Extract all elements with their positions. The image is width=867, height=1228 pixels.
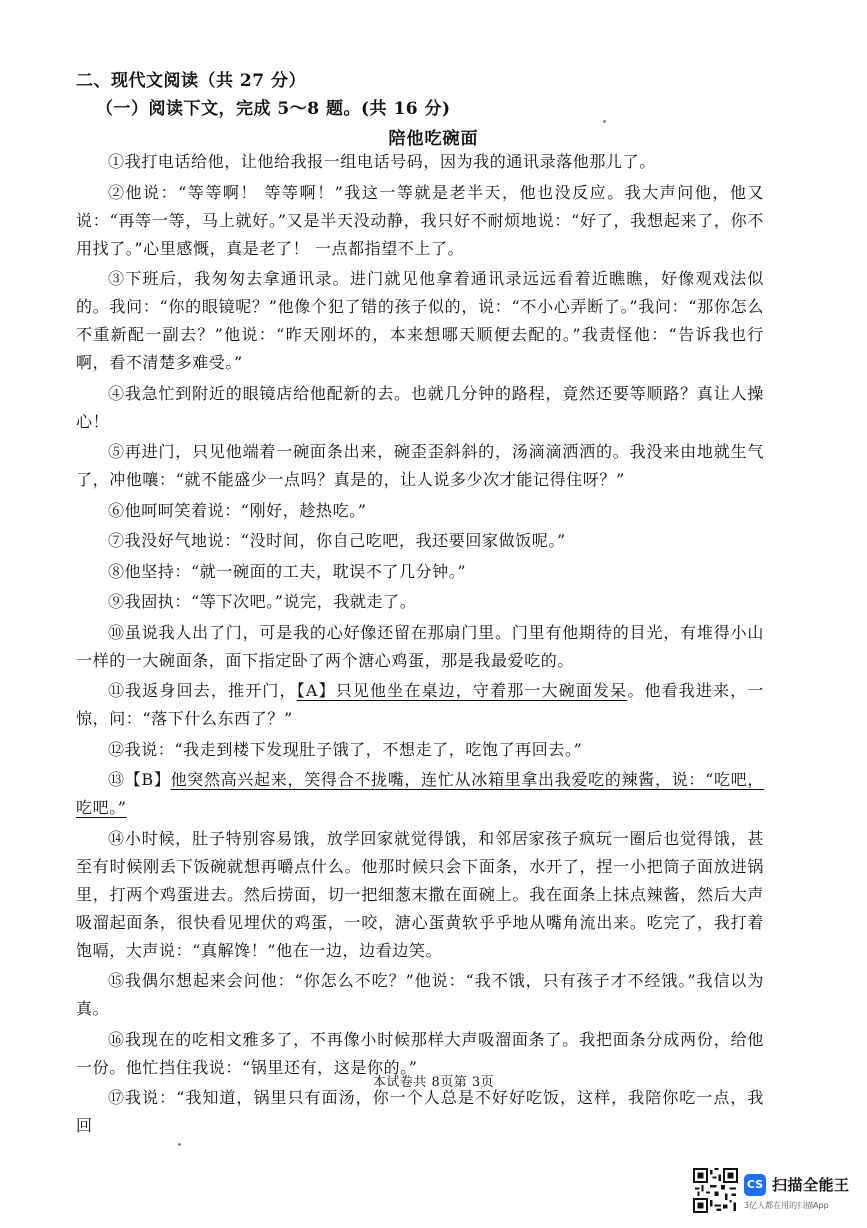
paragraph-3: ③下班后，我匆匆去拿通讯录。进门就见他拿着通讯录远远看着近瞧瞧，好像观戏法似的。我问：“你的眼镜呢？”他像个犯了错的孩子似的，说：“不小心弄断了。”我问：“那你怎么不重新配一副去？”他说：“昨天刚坏的，本来想哪天顺便去配的。”我责怪他：“告诉我也行啊，看不清楚多难受。” <box>76 269 764 372</box>
paragraph-2: ②他说：“等等啊！ 等等啊！”我这一等就是老半天，他也没反应。我大声问他，他又说：“再等一等，马上就好。”又是半天没动静，我只好不耐烦地说：“好了，我想起来了，你不用找了。”心里感慨，真是老了！ 一点都指望不上了。 <box>76 182 764 258</box>
paragraph-13 <box>76 766 764 822</box>
camscanner-app-name: 扫描全能王 <box>772 1176 850 1194</box>
paragraph-10: ⑩虽说我人出了门，可是我的心好像还留在那扇门里。门里有他期待的目光，有堆得小山一样的一大碗面条，面下指定卧了两个溏心鸡蛋，那是我最爱吃的。 <box>76 622 764 670</box>
paragraph-9: ⑨我固执：“等下次吧。”说完，我就走了。 <box>108 592 417 611</box>
paragraph-6: ⑥他呵呵笑着说：“刚好，趁热吃。” <box>108 500 367 520</box>
article-body <box>76 148 764 1143</box>
camscanner-tagline: 3亿人都在用的扫描App <box>744 1201 829 1210</box>
scan-speck <box>603 120 606 123</box>
paragraph-13-lead: ⑬【B】 <box>108 770 171 789</box>
paragraph-11-lead: ⑪我返身回去，推开门， <box>108 681 297 700</box>
paragraph-7: ⑦我没好气地说：“没时间，你自己吃吧，我还要回家做饭呢。” <box>108 531 566 550</box>
underlined-sentence-b: 他突然高兴起来，笑得合不拢嘴，连忙从冰箱里拿出我爱吃的辣酱，说：“吃吧，吃吧。” <box>76 770 764 817</box>
paragraph-17: ⑰我说：“我知道，锅里只有面汤，你一个人总是不好好吃饭，这样，我陪你吃一点，我回 <box>76 1088 764 1135</box>
paragraph-4: ④我急忙到附近的眼镜店给他配新的去。也就几分钟的路程，竟然还要等顺路？真让人操心！ <box>76 383 764 431</box>
article-title: 陪他吃碗面 <box>388 129 479 149</box>
scan-speck <box>178 1143 181 1146</box>
paragraph-5: ⑤再进门，只见他端着一碗面条出来，碗歪歪斜斜的，汤滴滴洒洒的。我没来由地就生气了，冲他嚷：“就不能盛少一点吗？真是的，让人说多少次才能记得住呀？” <box>76 442 764 489</box>
paragraph-11-rest: 。他看我进来，一惊，问：“落下什么东西了？” <box>76 681 764 728</box>
underlined-sentence-a: 【A】只见他坐在桌边，守着那一大碗面发呆 <box>296 681 628 700</box>
paragraph-16: ⑯我现在的吃相文雅多了，不再像小时候那样大声吸溜面条了。我把面条分成两份，给他一份。他忙挡住我说：“锅里还有，这是你的。” <box>76 1029 764 1077</box>
paragraph-12: ⑫我说：“我走到楼下发现肚子饿了，不想走了，吃饱了再回去。” <box>108 739 583 759</box>
subsection-heading: （一）阅读下文，完成 5～8 题。(共 16 分) <box>96 99 451 119</box>
paragraph-8: ⑧他坚持：“就一碗面的工夫，耽误不了几分钟。” <box>108 561 467 581</box>
paragraph-15: ⑮我偶尔想起来会问他：“你怎么不吃？”他说：“我不饿，只有孩子才不经饿。”我信以为真。 <box>76 971 764 1018</box>
qr-code-icon <box>693 1168 738 1213</box>
section-heading: 二、现代文阅读（共 27 分） <box>76 71 306 91</box>
paragraph-14: ⑭小时候，肚子特别容易饿，放学回家就觉得饿，和邻居家孩子疯玩一圈后也觉得饿，甚至有时候刚丢下饭碗就想再嚼点什么。他那时候只会下面条，水开了，捏一小把筒子面放进锅里，打两个鸡蛋进去。然后捞面，切一把细葱末撒在面碗上。我在面条上抹点辣酱，然后大声吸溜起面条，很快看见埋伏的鸡蛋，一咬，溏心蛋黄软乎乎地从嘴角流出来。吃完了，我打着饱嗝，大声说：“真解馋！”他在一边，边看边笑。 <box>76 828 764 960</box>
camscanner-logo: CS <box>744 1174 766 1196</box>
page-footer: 本试卷共 8页第 3页 <box>372 1075 495 1090</box>
paragraph-11 <box>76 677 764 733</box>
paragraph-1: ①我打电话给他，让他给我报一组电话号码，因为我的通讯录落他那儿了。 <box>108 152 656 171</box>
